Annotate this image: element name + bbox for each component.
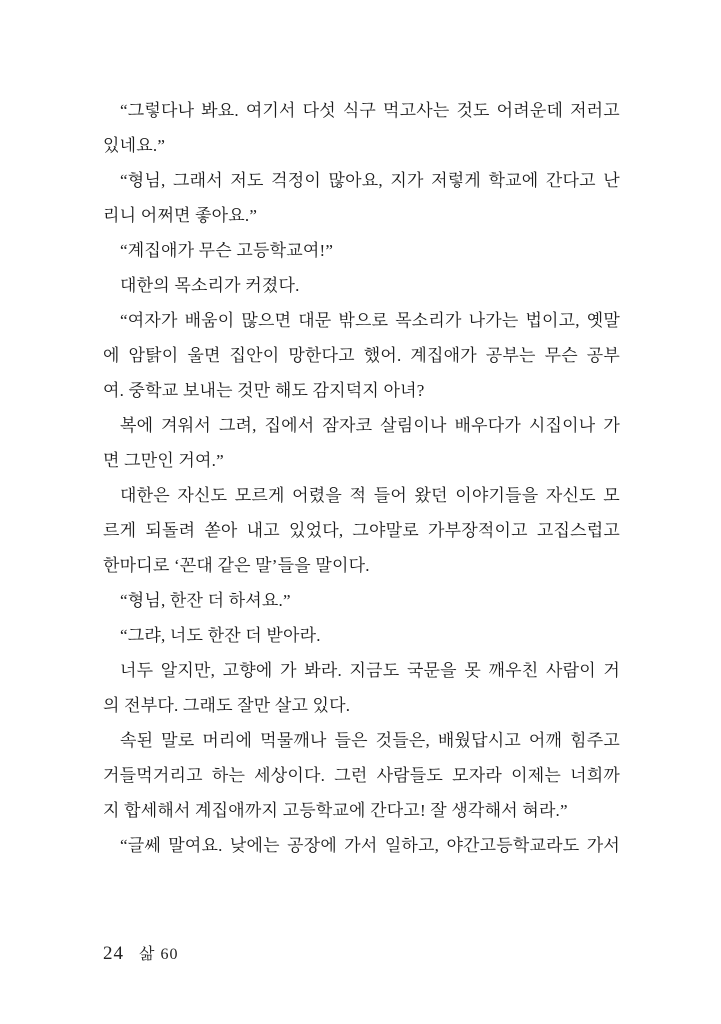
text-line: “형님, 한잔 더 하셔요.” xyxy=(120,591,291,610)
text-block xyxy=(103,93,620,863)
text-line: “계집애가 무슨 고등학교여!” xyxy=(120,241,334,260)
text-line: 여. 중학교 보내는 것만 해도 감지덕지 아녀? xyxy=(103,381,425,400)
text-line: 있네요.” xyxy=(103,136,166,155)
text-line: “그렇다나 봐요. 여기서 다섯 식구 먹고사는 것도 어려운데 저러고 xyxy=(120,101,620,120)
page-number: 24 xyxy=(103,943,124,964)
text-line: 면 그만인 거여.” xyxy=(103,451,224,470)
text-line: “형님, 그래서 저도 걱정이 많아요, 지가 저렇게 학교에 간다고 난 xyxy=(120,171,620,190)
text-line: 대한은 자신도 모르게 어렸을 적 들어 왔던 이야기들을 자신도 모 xyxy=(120,486,620,505)
text-line: 의 전부다. 그래도 잘만 살고 있다. xyxy=(103,696,351,715)
book-title: 삶 60 xyxy=(139,946,179,963)
text-line: 지 합세해서 계집애까지 고등학교에 간다고! 잘 생각해서 혀라.” xyxy=(103,801,568,820)
text-line: 복에 겨워서 그려, 집에서 잠자코 살림이나 배우다가 시집이나 가 xyxy=(120,416,620,435)
text-line: 한마디로 ‘꼰대 같은 말’들을 말이다. xyxy=(103,556,370,575)
text-line: 리니 어쩌면 좋아요.” xyxy=(103,206,258,225)
text-line: “여자가 배움이 많으면 대문 밖으로 목소리가 나가는 법이고, 옛말 xyxy=(120,311,620,330)
text-line: 르게 되돌려 쏟아 내고 있었다, 그야말로 가부장적이고 고집스럽고 xyxy=(103,521,620,540)
text-line: “글쎄 말여요. 낮에는 공장에 가서 일하고, 야간고등학교라도 가서 xyxy=(120,836,620,855)
text-line: 에 암탉이 울면 집안이 망한다고 했어. 계집애가 공부는 무슨 공부 xyxy=(103,346,620,365)
footer xyxy=(103,941,178,965)
text-line: 대한의 목소리가 커졌다. xyxy=(120,276,300,295)
text-line: 속된 말로 머리에 먹물깨나 들은 것들은, 배웠답시고 어깨 힘주고 xyxy=(120,731,620,750)
text-line: 거들먹거리고 하는 세상이다. 그런 사람들도 모자라 이제는 너희까 xyxy=(103,766,620,785)
text-line: “그랴, 너도 한잔 더 받아라. xyxy=(120,626,321,645)
text-line: 너두 알지만, 고향에 가 봐라. 지금도 국문을 못 깨우친 사람이 거 xyxy=(120,661,620,680)
